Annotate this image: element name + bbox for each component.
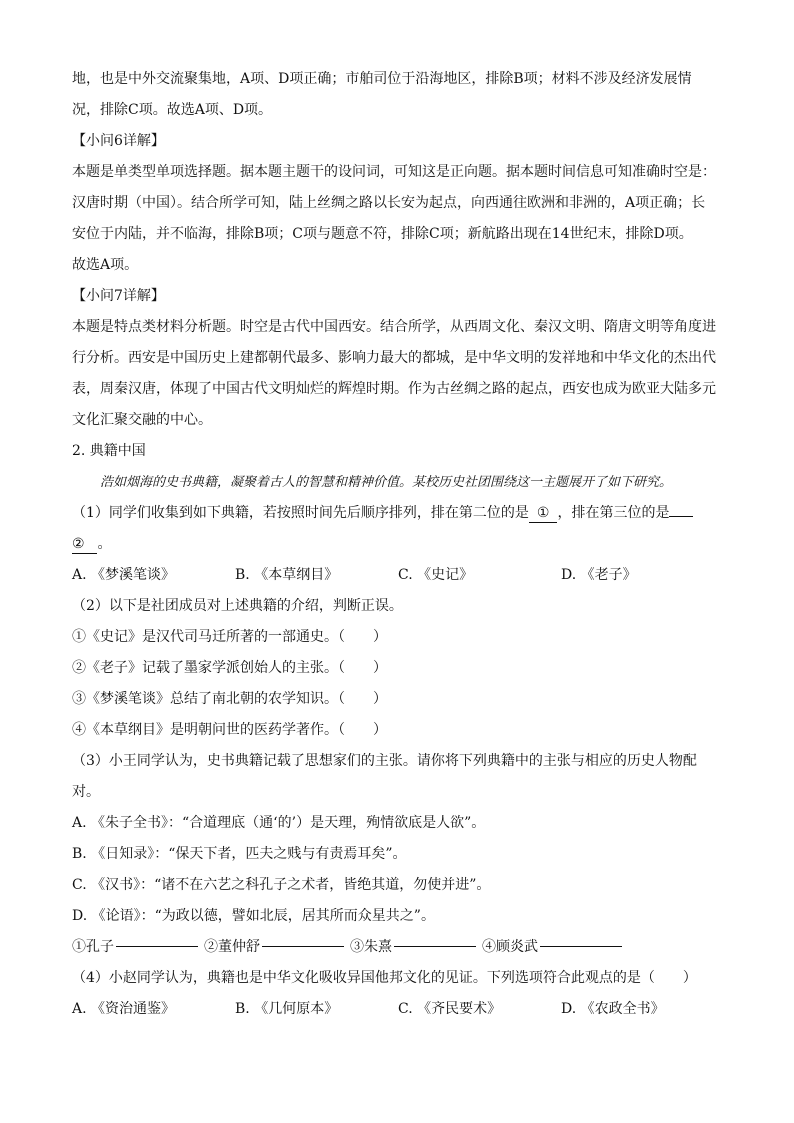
match-option-a: A. 《朱子全书》：“合道理底（通‘的’）是天理，殉情欲底是人欲”。 — [72, 815, 486, 831]
subquestion-4-title: （4）小赵同学认为，典籍也是中华文化吸收异国他邦文化的见证。下列选项符合此观点的是（ ） — [72, 970, 697, 986]
question-intro: 浩如烟海的史书典籍，凝聚着古人的智慧和精神价值。某校历史社团围绕这一主题展开了如下研究。 — [100, 475, 673, 490]
option-c[interactable]: C. 《史记》 — [398, 567, 474, 583]
true-false-item — [72, 715, 724, 746]
answer-paren[interactable]: （ ） — [338, 629, 387, 645]
answer-text-line: 况，排除C项。故选A项、D项。 — [72, 102, 273, 118]
match-item — [482, 932, 622, 963]
match-answer-line[interactable] — [394, 945, 476, 947]
subquestion-1-continued — [72, 529, 724, 560]
analysis-text-line: 表，周秦汉唐，体现了中国古代文明灿烂的辉煌时期。作为古丝绸之路的起点，西安也成为欧亚大陆多元 — [72, 381, 716, 397]
option-a[interactable]: A. 《梦溪笔谈》 — [72, 567, 176, 583]
match-item — [350, 932, 476, 963]
subquestion-2-title: （2）以下是社团成员对上述典籍的介绍，判断正误。 — [72, 598, 403, 614]
subquestion-3-title-cont: 对。 — [72, 784, 100, 800]
answer-blank-2-label: ② — [72, 536, 85, 552]
question-title: 2. 典籍中国 — [72, 443, 146, 459]
option-c[interactable]: C. 《齐民要术》 — [398, 1001, 502, 1017]
answer-paren[interactable]: （ ） — [338, 660, 387, 676]
match-option-d: D. 《论语》：“为政以德，譬如北辰，居其所而众星共之”。 — [72, 908, 435, 924]
answer-blank-2-lead[interactable] — [669, 516, 693, 517]
true-false-item-text: ①《史记》是汉代司马迁所著的一部通史。 — [72, 629, 338, 645]
true-false-item-text: ②《老子》记载了墨家学派创始人的主张。 — [72, 660, 338, 676]
true-false-item — [72, 653, 724, 684]
subquestion-1 — [72, 498, 724, 529]
option-d[interactable]: D. 《老子》 — [561, 567, 637, 583]
document-page — [72, 64, 724, 1025]
analysis-text-line: 本题是特点类材料分析题。时空是古代中国西安。结合所学，从西周文化、秦汉文明、隋唐文明等角度进 — [72, 319, 716, 335]
answer-blank-2[interactable] — [72, 535, 97, 554]
subquestion-3-title: （3）小王同学认为，史书典籍记载了思想家们的主张。请你将下列典籍中的主张与相应的历史人物配 — [72, 753, 697, 769]
analysis-text-line: 本题是单类型单项选择题。据本题主题干的设问词，可知这是正向题。据本题时间信息可知准确时空是： — [72, 164, 716, 180]
subquestion-1-end: 。 — [97, 536, 112, 552]
match-answer-line[interactable] — [540, 945, 622, 947]
match-answer-line[interactable] — [116, 945, 198, 947]
match-person: ②董仲舒 — [204, 939, 260, 955]
section-heading-q7: 【小问7详解】 — [72, 288, 165, 304]
subquestion-1-options — [72, 560, 724, 591]
section-heading-q6: 【小问6详解】 — [72, 133, 165, 149]
true-false-item-text: ③《梦溪笔谈》总结了南北朝的农学知识。 — [72, 691, 338, 707]
subquestion-1-prefix: （1）同学们收集到如下典籍，若按照时间先后顺序排列，排在第二位的是 — [72, 505, 529, 521]
true-false-item-text: ④《本草纲目》是明朝问世的医药学著作。 — [72, 722, 338, 738]
answer-blank-1[interactable]: ① — [529, 504, 558, 523]
option-a[interactable]: A. 《资治通鉴》 — [72, 1001, 176, 1017]
match-person: ④顾炎武 — [482, 939, 538, 955]
match-item — [204, 932, 344, 963]
option-b[interactable]: B. 《本草纲目》 — [235, 567, 339, 583]
analysis-text-line: 文化汇聚交融的中心。 — [72, 412, 212, 428]
match-person: ①孔子 — [72, 939, 114, 955]
option-b[interactable]: B. 《几何原本》 — [235, 1001, 339, 1017]
true-false-item — [72, 622, 724, 653]
analysis-text-line: 故选A项。 — [72, 257, 139, 273]
true-false-item — [72, 684, 724, 715]
match-item — [72, 932, 198, 963]
subquestion-1-mid: ，排在第三位的是 — [557, 505, 670, 521]
subquestion-4-options — [72, 994, 724, 1025]
match-option-c: C. 《汉书》：“诸不在六艺之科孔子之术者，皆绝其道，勿使并进”。 — [72, 877, 491, 893]
match-answer-line[interactable] — [262, 945, 344, 947]
analysis-text-line: 行分析。西安是中国历史上建都朝代最多、影响力最大的都城，是中华文明的发祥地和中华文化的杰出代 — [72, 350, 716, 366]
analysis-text-line: 汉唐时期（中国）。结合所学可知，陆上丝绸之路以长安为起点，向西通往欧洲和非洲的，A项正确；长 — [72, 195, 706, 211]
answer-text-line: 地，也是中外交流聚集地，A项、D项正确；市舶司位于沿海地区，排除B项；材料不涉及经济发展情 — [72, 71, 692, 87]
analysis-text-line: 安位于内陆，并不临海，排除B项；C项与题意不符，排除C项；新航路出现在14世纪末，排除D项。 — [72, 226, 693, 242]
match-option-b: B. 《日知录》：“保天下者，匹夫之贱与有责焉耳矣”。 — [72, 846, 407, 862]
match-blanks-row — [72, 932, 724, 963]
answer-paren[interactable]: （ ） — [338, 691, 387, 707]
match-person: ③朱熹 — [350, 939, 392, 955]
answer-paren[interactable]: （ ） — [338, 722, 387, 738]
option-d[interactable]: D. 《农政全书》 — [561, 1001, 665, 1017]
